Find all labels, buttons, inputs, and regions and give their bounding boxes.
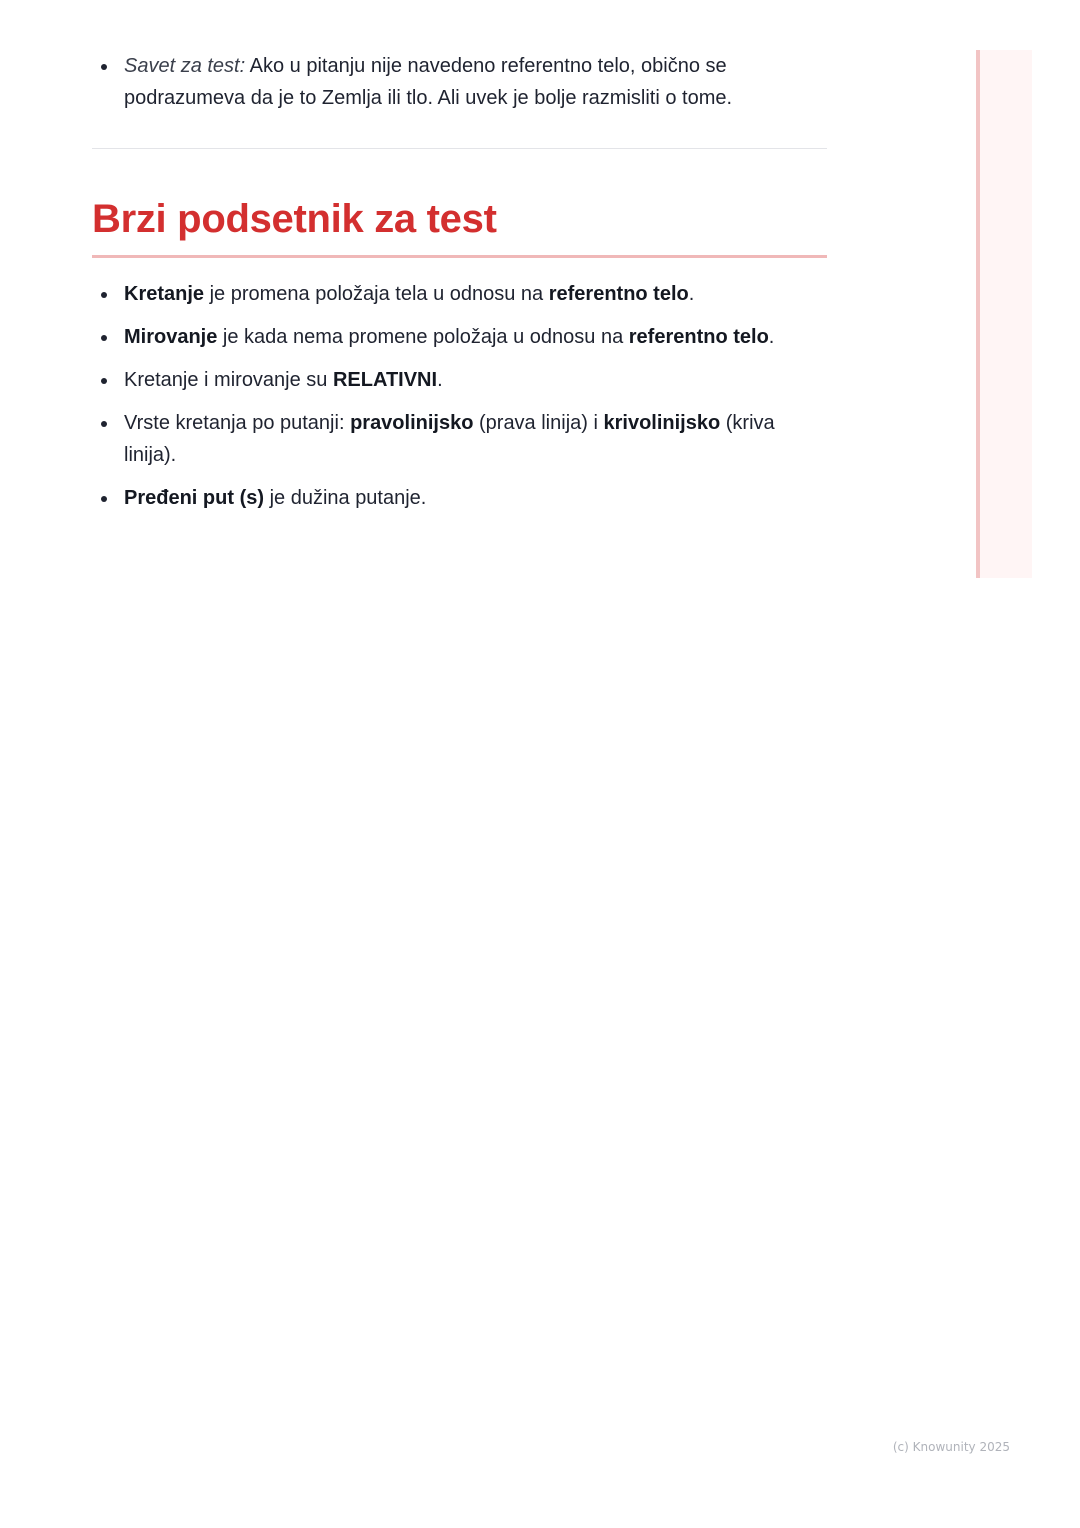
document-body <box>92 50 827 525</box>
bold-term: Mirovanje <box>124 326 218 348</box>
list-item <box>92 278 827 310</box>
bold-term: Kretanje <box>124 283 205 305</box>
bold-term: referentno telo <box>628 326 769 348</box>
list-item <box>92 482 827 514</box>
bullet-dot-icon <box>101 64 107 70</box>
item-text: Vrste kretanja po putanji: <box>124 412 351 434</box>
bullet-dot-icon <box>101 335 107 341</box>
item-text: (kriva linija). <box>124 412 775 466</box>
section-title: Brzi podsetnik za test <box>92 197 497 241</box>
bold-term: RELATIVNI <box>332 369 438 391</box>
item-text: je dužina putanje. <box>264 487 427 509</box>
list-item-tip <box>92 50 827 114</box>
item-text: je kada nema promene položaja u odnosu na <box>217 326 629 348</box>
footer-copyright: (c) Knowunity 2025 <box>892 1440 1010 1454</box>
item-text: Kretanje i mirovanje su <box>124 369 333 391</box>
item-text: je promena položaja tela u odnosu na <box>204 283 549 305</box>
item-text: (prava linija) i <box>473 412 604 434</box>
section-divider <box>92 148 827 149</box>
title-underline <box>92 255 827 258</box>
item-text: . <box>437 369 443 391</box>
intro-list <box>92 50 827 114</box>
list-item <box>92 407 827 471</box>
bold-term: Pređeni put (s) <box>124 487 265 509</box>
bold-term: krivolinijsko <box>603 412 721 434</box>
bullet-dot-icon <box>101 496 107 502</box>
bold-term: referentno telo <box>548 283 689 305</box>
list-item <box>92 364 827 396</box>
tip-text: Ako u pitanju nije navedeno referentno telo, obično se podrazumeva da je to Zemlja ili tlo. Ali uvek je bolje razmisliti o tome. <box>124 55 733 109</box>
side-panel <box>976 50 1032 578</box>
tip-label: Savet za test: <box>124 55 246 77</box>
bullet-dot-icon <box>101 421 107 427</box>
list-item <box>92 321 827 353</box>
bullet-dot-icon <box>101 378 107 384</box>
bold-term: pravolinijsko <box>350 412 474 434</box>
item-text: . <box>688 283 695 305</box>
item-text: . <box>768 326 775 348</box>
reminder-list <box>92 278 827 514</box>
bullet-dot-icon <box>101 292 107 298</box>
